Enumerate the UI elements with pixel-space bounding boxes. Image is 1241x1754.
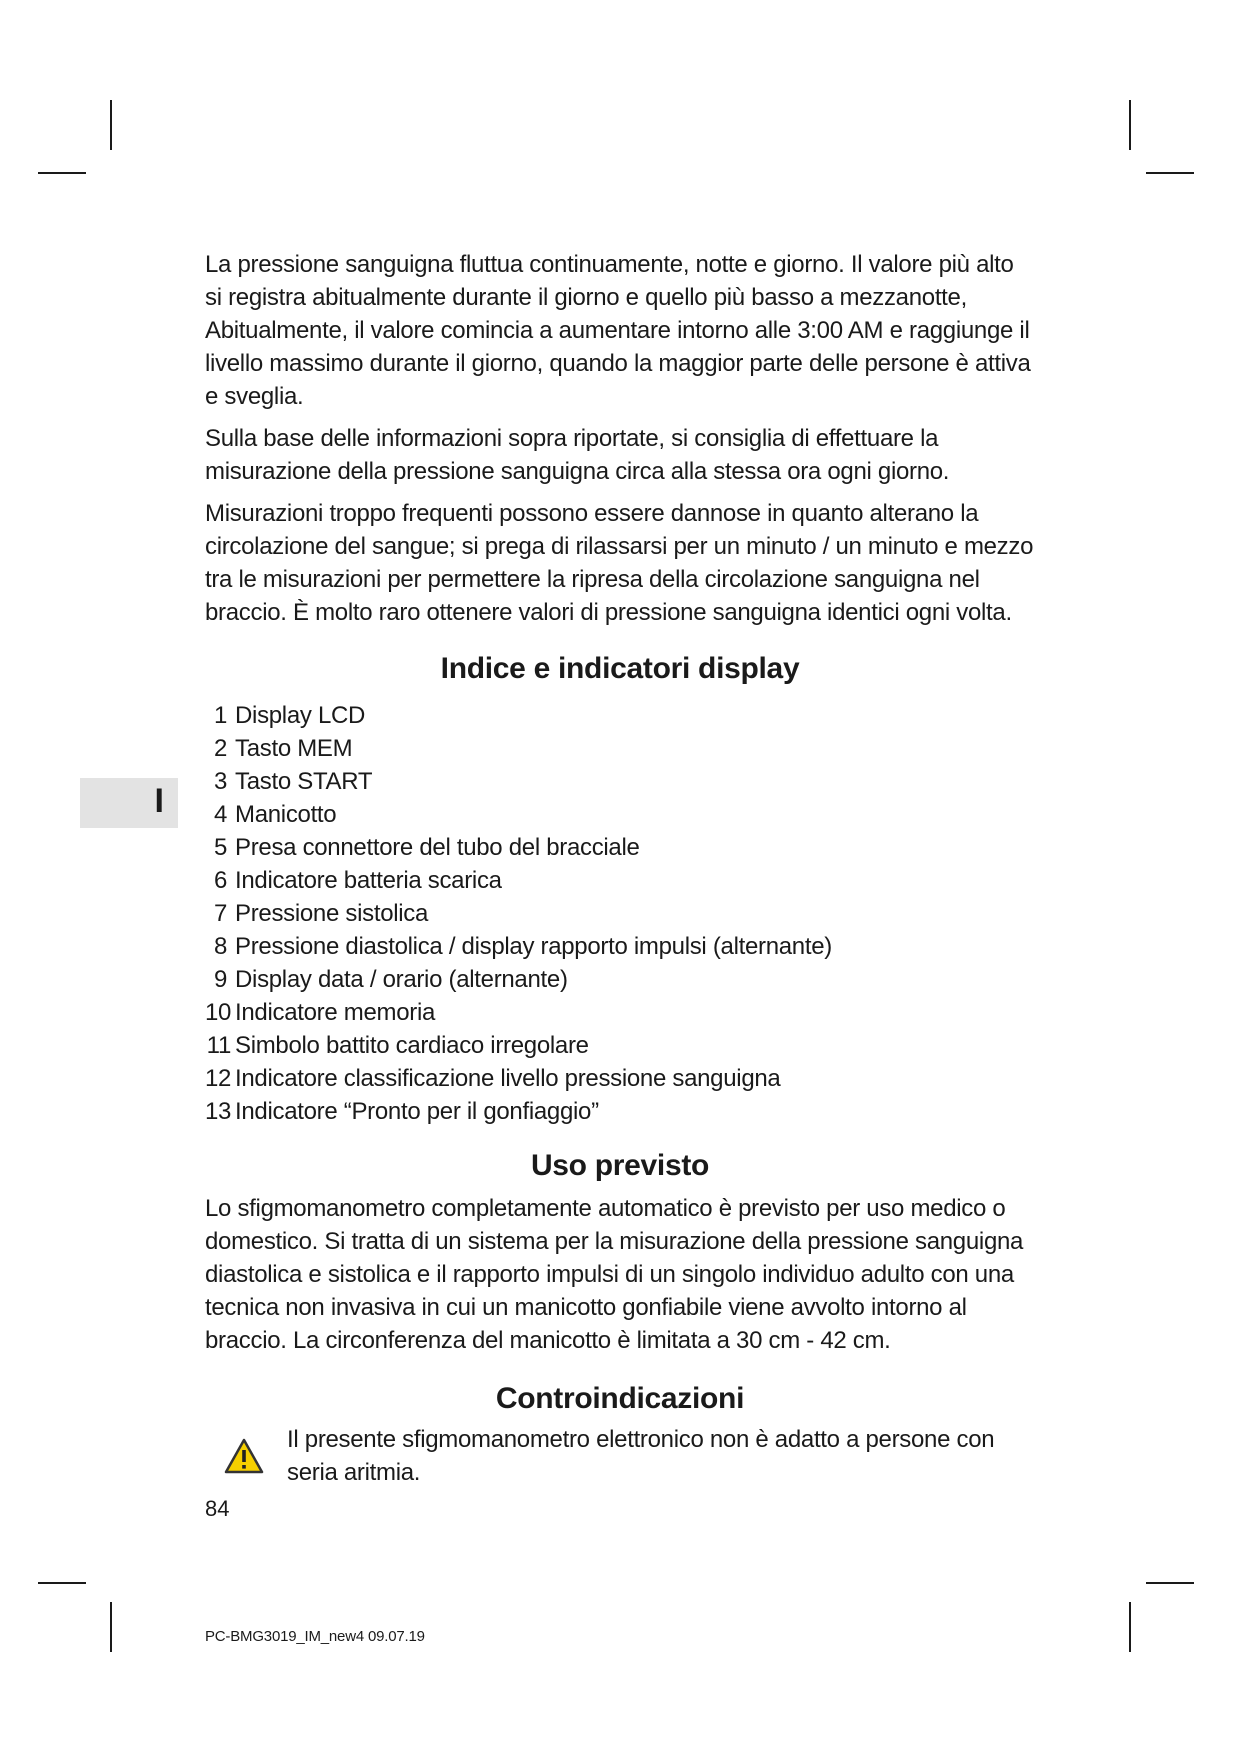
list-item: 6 Indicatore batteria scarica — [213, 867, 502, 894]
page-number: 84 — [205, 1496, 230, 1521]
list-item: 13 Indicatore “Pronto per il gonfiaggio” — [205, 1098, 599, 1125]
list-item: 12 Indicatore classificazione livello pressione sanguigna — [205, 1065, 781, 1092]
intro-paragraph: Misurazioni troppo frequenti possono essere dannose in quanto alterano la circolazione del sangue; si prega di rilassarsi per un minuto / un minuto e mezzo tra le misurazioni per permettere la ripresa della circolazione sanguigna nel braccio. È molto raro ottenere valori di pressione sanguigna identici ogni volta. — [205, 500, 1034, 626]
list-item: 7 Pressione sistolica — [213, 900, 429, 927]
crop-mark — [1129, 1602, 1131, 1652]
list-item: 1 Display LCD — [213, 702, 366, 729]
crop-mark — [38, 172, 86, 174]
language-tab-label: I — [154, 782, 164, 820]
warning-text: Il presente sfigmomanometro elettronico non è adatto a persone con seria aritmia. — [287, 1426, 995, 1486]
intro-paragraph: La pressione sanguigna fluttua continuamente, notte e giorno. Il valore più alto si registra abitualmente durante il giorno e quello più basso a mezzanotte, Abitualmente, il valore comincia a aumentare intorno alle 3:00 AM e raggiunge il livello massimo durante il giorno, quando la maggior parte delle persone è attiva e sveglia. — [205, 251, 1031, 410]
crop-mark — [110, 100, 112, 150]
index-list — [205, 699, 1035, 1128]
language-tab — [80, 778, 178, 828]
crop-mark — [110, 1602, 112, 1652]
page-content — [205, 248, 1035, 1498]
crop-mark — [1129, 100, 1131, 150]
list-item: 8 Pressione diastolica / display rapporto impulsi (alternante) — [213, 933, 832, 960]
list-item: 10 Indicatore memoria — [205, 999, 436, 1026]
section-title-controindicazioni: Controindicazioni — [495, 1382, 745, 1415]
list-item: 9 Display data / orario (alternante) — [213, 966, 568, 993]
warning-note — [205, 1423, 1035, 1489]
section-title-indice: Indice e indicatori display — [440, 652, 800, 685]
intro-paragraph: Sulla base delle informazioni sopra riportate, si consiglia di effettuare la misurazione della pressione sanguigna circa alla stessa ora ogni giorno. — [205, 425, 950, 485]
list-item: 5 Presa connettore del tubo del bracciale — [213, 834, 640, 861]
list-item: 3 Tasto START — [213, 768, 373, 795]
crop-mark — [1146, 1582, 1194, 1584]
section-title-uso-previsto: Uso previsto — [530, 1149, 710, 1182]
list-item: 4 Manicotto — [213, 801, 337, 828]
warning-icon — [223, 1437, 265, 1475]
crop-mark — [38, 1582, 86, 1584]
list-item: 11 Simbolo battito cardiaco irregolare — [206, 1032, 589, 1059]
list-item: 2 Tasto MEM — [213, 735, 353, 762]
crop-mark — [1146, 172, 1194, 174]
print-footer: PC-BMG3019_IM_new4 09.07.19 — [205, 1628, 425, 1645]
uso-previsto-text: Lo sfigmomanometro completamente automatico è previsto per uso medico o domestico. Si tratta di un sistema per la misurazione della pressione sanguigna diastolica e sistolica e il rapporto impulsi di un singolo individuo adulto con una tecnica non invasiva in cui un manicotto gonfiabile viene avvolto intorno al braccio. La circonferenza del manicotto è limitata a 30 cm - 42 cm. — [205, 1195, 1024, 1354]
